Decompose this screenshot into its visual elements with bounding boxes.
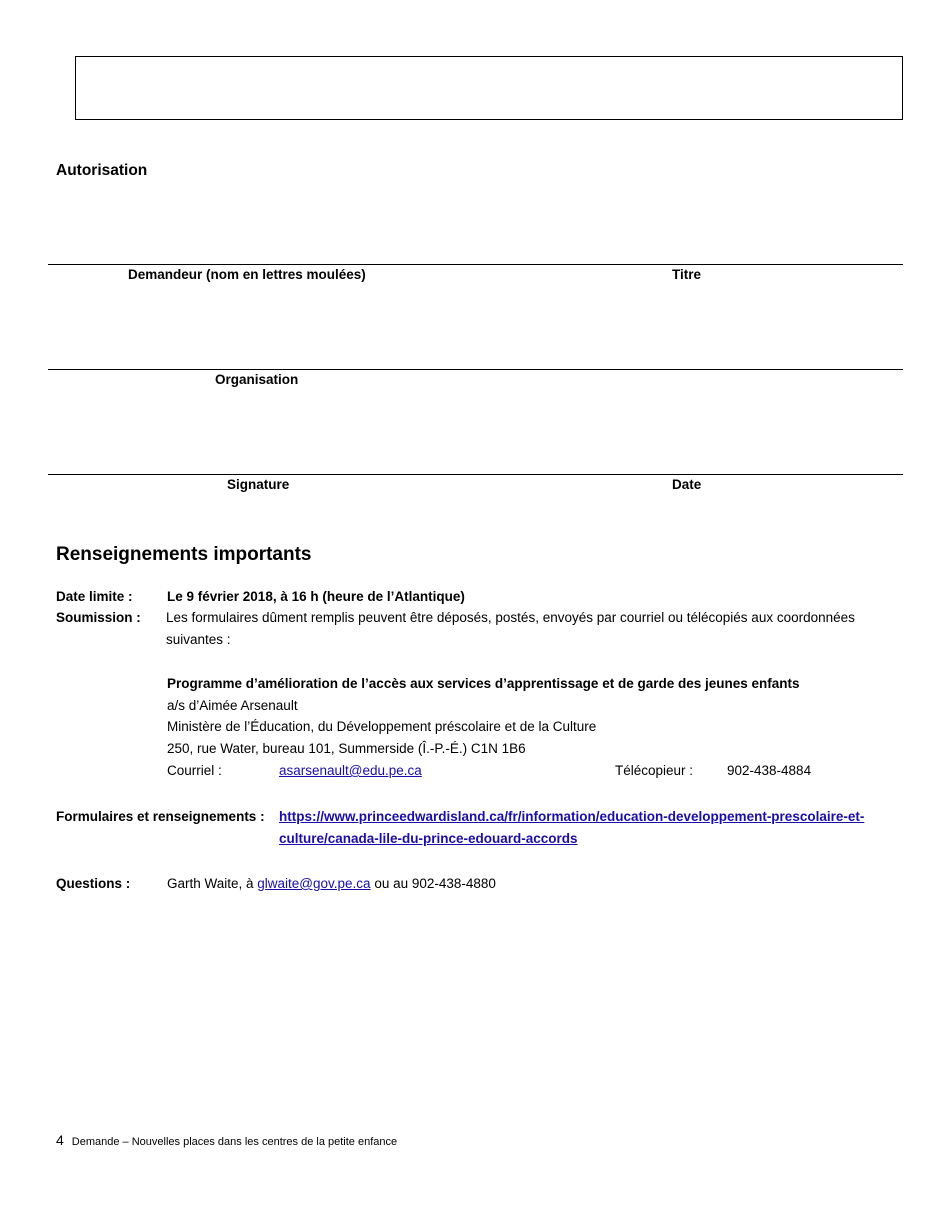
empty-text-box[interactable] bbox=[75, 56, 903, 120]
fax-label: Télécopieur : bbox=[615, 763, 694, 778]
applicant-signature-line bbox=[48, 264, 903, 265]
questions-prefix: Garth Waite, à bbox=[167, 876, 258, 891]
applicant-label: Demandeur (nom en lettres moulées) bbox=[128, 267, 366, 282]
submission-text-line1: Les formulaires dûment remplis peuvent être déposés, postés, envoyés par courriel ou télécopiés aux coordonnées bbox=[166, 610, 855, 625]
date-label: Date bbox=[672, 477, 702, 492]
page-footer bbox=[56, 1132, 397, 1148]
signature-label: Signature bbox=[227, 477, 290, 492]
page-number: 4 bbox=[56, 1132, 64, 1148]
address-line: 250, rue Water, bureau 101, Summerside (Î.-P.-É.) C1N 1B6 bbox=[167, 741, 526, 756]
authorization-heading: Autorisation bbox=[56, 162, 148, 179]
fax-value: 902-438-4884 bbox=[727, 763, 812, 778]
email-link[interactable]: asarsenault@edu.pe.ca bbox=[279, 763, 422, 778]
ministry-line: Ministère de l’Éducation, du Développement préscolaire et de la Culture bbox=[167, 719, 597, 734]
email-label: Courriel : bbox=[167, 763, 222, 778]
forms-url-link-line2[interactable]: culture/canada-lile-du-prince-edouard-accords bbox=[279, 831, 578, 846]
program-name: Programme d’amélioration de l’accès aux services d’apprentissage et de garde des jeunes enfants bbox=[167, 676, 800, 691]
questions-label: Questions : bbox=[56, 876, 131, 891]
organization-line bbox=[48, 369, 903, 370]
attention-line: a/s d’Aimée Arsenault bbox=[167, 698, 298, 713]
questions-line bbox=[167, 876, 496, 891]
organization-label: Organisation bbox=[215, 372, 299, 387]
info-heading: Renseignements importants bbox=[56, 544, 312, 565]
footer-text: Demande – Nouvelles places dans les centres de la petite enfance bbox=[71, 1136, 398, 1148]
signature-line bbox=[48, 474, 903, 475]
submission-text-line2: suivantes : bbox=[166, 632, 231, 647]
deadline-value: Le 9 février 2018, à 16 h (heure de l’Atlantique) bbox=[167, 589, 465, 604]
forms-label: Formulaires et renseignements : bbox=[56, 809, 265, 824]
submission-label: Soumission : bbox=[56, 610, 141, 625]
title-label: Titre bbox=[672, 267, 702, 282]
questions-email-link[interactable]: glwaite@gov.pe.ca bbox=[257, 876, 371, 891]
forms-url-link-line1[interactable]: https://www.princeedwardisland.ca/fr/information/education-developpement-prescolaire-et- bbox=[279, 809, 865, 824]
deadline-label: Date limite : bbox=[56, 589, 133, 604]
questions-suffix: ou au 902-438-4880 bbox=[370, 876, 496, 891]
